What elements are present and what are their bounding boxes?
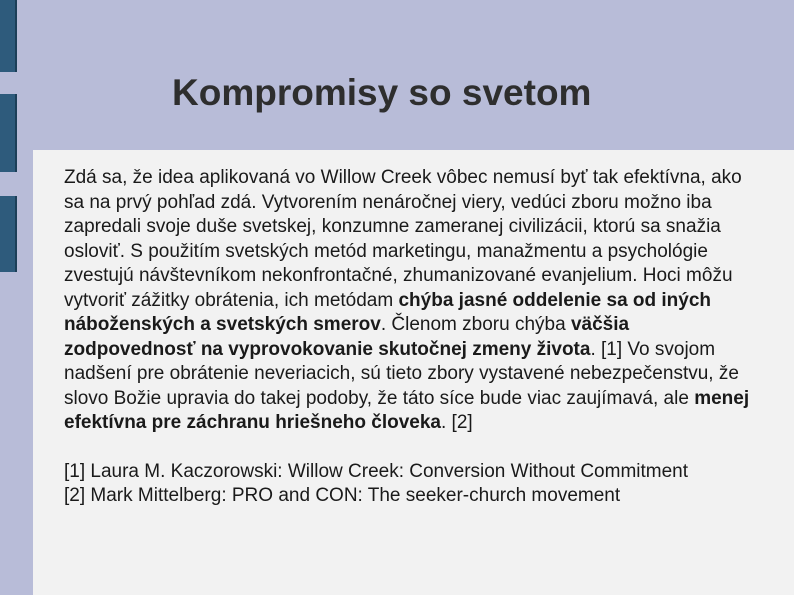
body-emphasis: chýba jasné oddelenie sa od iných náboženských a svetských smerov — [64, 289, 712, 335]
body-paragraph — [64, 166, 764, 436]
body-text: . Členom zboru chýba — [380, 314, 571, 335]
body-text: . [1] Vo svojom nadšení pre obrátenie neveriacich, sú tieto zbory vystavené nebezpečenstvu, že slovo Božie upravia do takej podoby, že táto síce bude viac zaujímavá, ale — [64, 338, 739, 409]
body-emphasis: väčšia zodpovednosť na vyprovokovanie skutočnej zmeny života — [64, 314, 630, 360]
decorative-bar-middle — [0, 94, 17, 172]
body-text: . [2] — [441, 412, 473, 433]
decorative-bar-bottom — [0, 196, 17, 272]
slide-body — [64, 166, 764, 509]
decorative-bar-top — [0, 0, 17, 72]
slide-title: Kompromisy so svetom — [172, 72, 592, 113]
body-emphasis: menej efektívna pre záchranu hriešneho človeka — [64, 387, 750, 433]
references — [64, 460, 764, 509]
reference-item: [2] Mark Mittelberg: PRO and CON: The seeker-church movement — [64, 485, 621, 506]
reference-item: [1] Laura M. Kaczorowski: Willow Creek: Conversion Without Commitment — [64, 460, 689, 482]
body-text: Zdá sa, že idea aplikovaná vo Willow Creek vôbec nemusí byť tak efektívna, ako sa na prvý pohľad zdá. Vytvorením nenáročnej viery, vedúci zboru možno iba zapredali svoje duše svetskej, konzumne zameranej civilizácii, ktorú sa snažia osloviť. S použitím svetských metód marketingu, manažmentu a psychológie zvestujú návštevníkom nekonfrontačné, zhumanizované evanjelium. Hoci môžu vytvoriť zážitky obrátenia, ich metódam — [64, 167, 742, 311]
